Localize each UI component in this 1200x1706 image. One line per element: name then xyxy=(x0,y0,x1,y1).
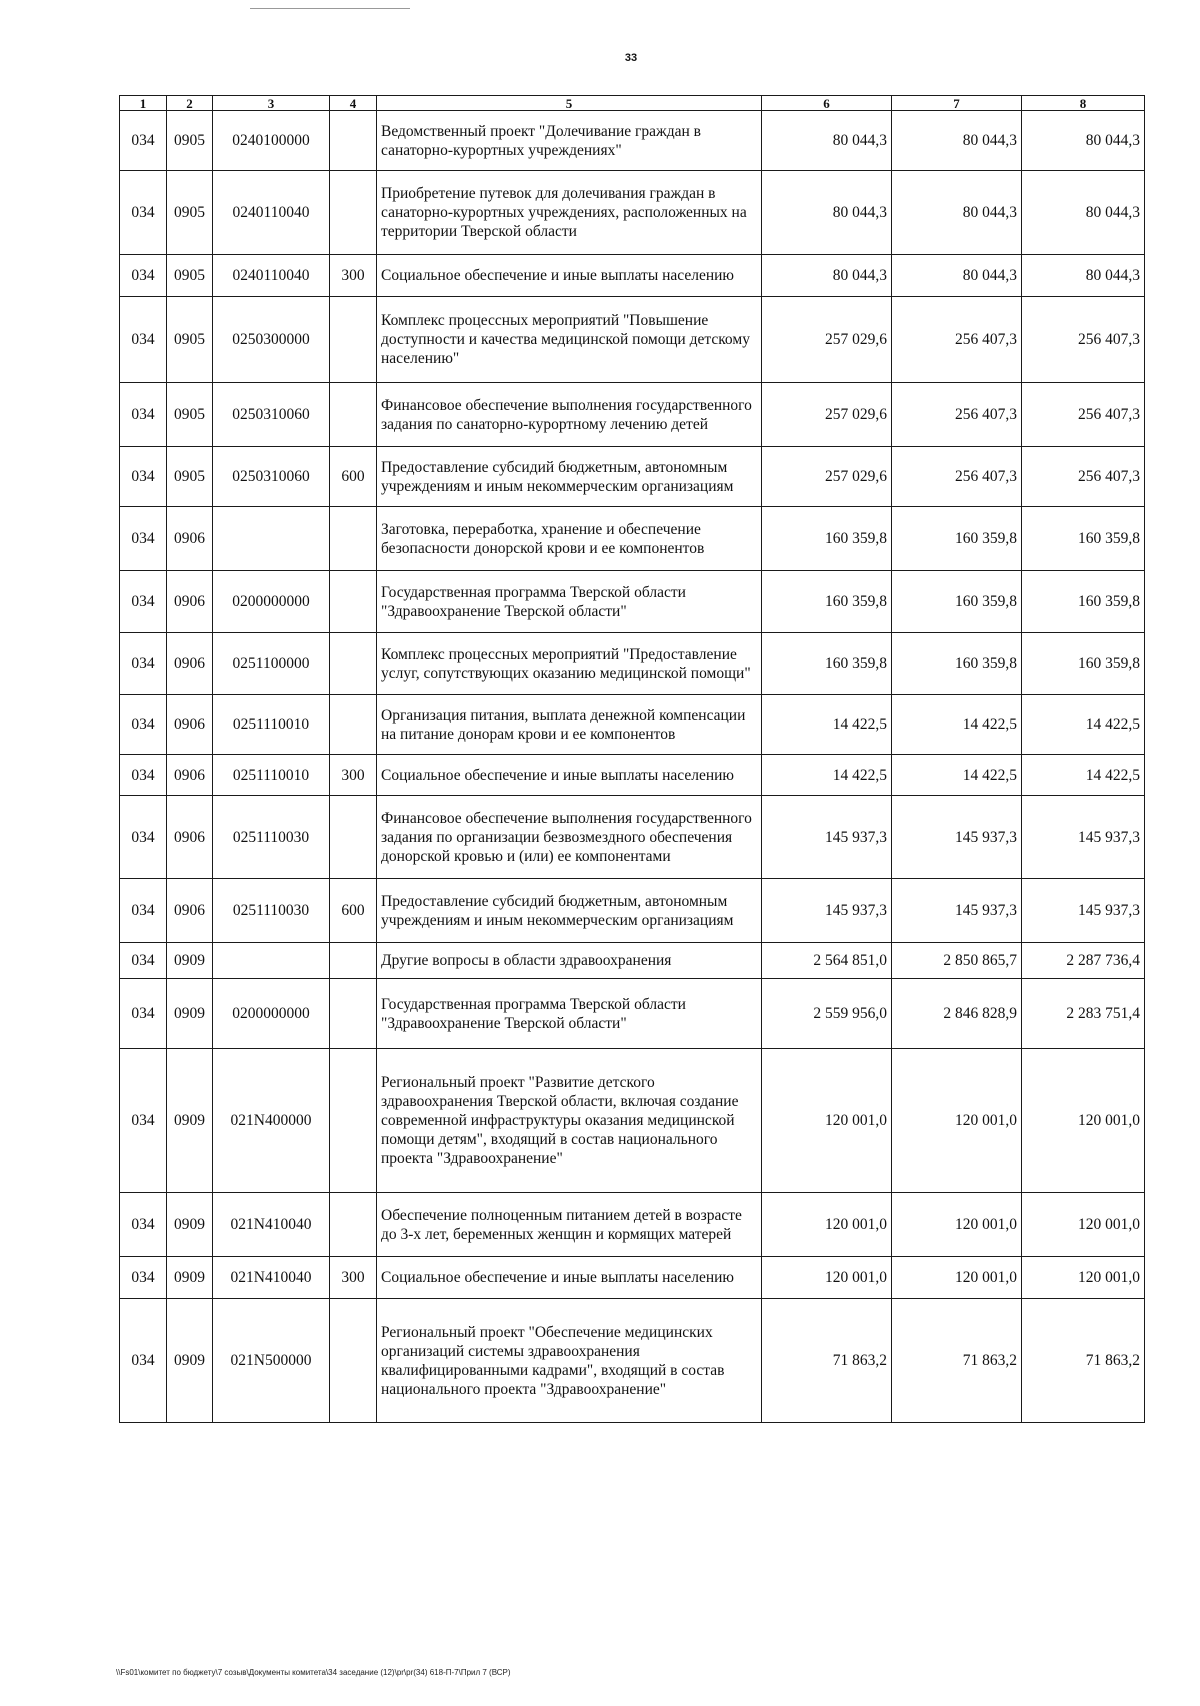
item-name-cell: Заготовка, переработка, хранение и обеспечение безопасности донорской крови и ее компонентов xyxy=(377,507,762,571)
expense-type-cell xyxy=(330,695,377,755)
amount-year1-cell: 257 029,6 xyxy=(762,297,892,383)
amount-year3-cell: 256 407,3 xyxy=(1022,297,1145,383)
section-code-cell: 0905 xyxy=(167,171,213,255)
amount-year2-cell: 80 044,3 xyxy=(892,171,1022,255)
expense-type-cell xyxy=(330,633,377,695)
section-code-cell: 0906 xyxy=(167,796,213,879)
column-number: 2 xyxy=(167,96,213,111)
amount-year3-cell: 120 001,0 xyxy=(1022,1257,1145,1299)
expense-type-cell xyxy=(330,1049,377,1193)
ministry-code-cell: 034 xyxy=(120,1299,167,1423)
amount-year3-cell: 80 044,3 xyxy=(1022,255,1145,297)
target-article-cell: 0251110010 xyxy=(213,755,330,796)
amount-year1-cell: 14 422,5 xyxy=(762,695,892,755)
table-row xyxy=(120,755,1145,796)
section-code-cell: 0909 xyxy=(167,1049,213,1193)
item-name-cell: Финансовое обеспечение выполнения государственного задания по санаторно-курортному лечению детей xyxy=(377,383,762,447)
expense-type-cell xyxy=(330,383,377,447)
section-code-cell: 0905 xyxy=(167,383,213,447)
amount-year3-cell: 14 422,5 xyxy=(1022,695,1145,755)
amount-year1-cell: 2 564 851,0 xyxy=(762,943,892,979)
section-code-cell: 0906 xyxy=(167,633,213,695)
expense-type-cell xyxy=(330,1299,377,1423)
amount-year1-cell: 80 044,3 xyxy=(762,255,892,297)
table-row xyxy=(120,695,1145,755)
item-name-cell: Предоставление субсидий бюджетным, автономным учреждениям и иным некоммерческим организациям xyxy=(377,879,762,943)
expense-type-cell: 300 xyxy=(330,255,377,297)
item-name-cell: Региональный проект "Развитие детского здравоохранения Тверской области, включая создание современной инфраструктуры оказания медицинской помощи детям", входящий в состав национального проекта "Здравоохранение" xyxy=(377,1049,762,1193)
amount-year2-cell: 2 850 865,7 xyxy=(892,943,1022,979)
item-name-cell: Приобретение путевок для долечивания граждан в санаторно-курортных учреждениях, расположенных на территории Тверской области xyxy=(377,171,762,255)
column-number: 7 xyxy=(892,96,1022,111)
column-number: 4 xyxy=(330,96,377,111)
ministry-code-cell: 034 xyxy=(120,383,167,447)
amount-year3-cell: 120 001,0 xyxy=(1022,1193,1145,1257)
table-row xyxy=(120,171,1145,255)
target-article-cell xyxy=(213,943,330,979)
amount-year1-cell: 14 422,5 xyxy=(762,755,892,796)
section-code-cell: 0905 xyxy=(167,297,213,383)
table-row xyxy=(120,255,1145,297)
table-row xyxy=(120,111,1145,171)
item-name-cell: Социальное обеспечение и иные выплаты населению xyxy=(377,755,762,796)
table-row xyxy=(120,297,1145,383)
amount-year1-cell: 257 029,6 xyxy=(762,383,892,447)
amount-year1-cell: 120 001,0 xyxy=(762,1193,892,1257)
ministry-code-cell: 034 xyxy=(120,297,167,383)
target-article-cell: 021N410040 xyxy=(213,1257,330,1299)
table-row xyxy=(120,879,1145,943)
ministry-code-cell: 034 xyxy=(120,879,167,943)
section-code-cell: 0906 xyxy=(167,507,213,571)
amount-year3-cell: 2 287 736,4 xyxy=(1022,943,1145,979)
amount-year2-cell: 160 359,8 xyxy=(892,633,1022,695)
amount-year3-cell: 256 407,3 xyxy=(1022,447,1145,507)
section-code-cell: 0909 xyxy=(167,1257,213,1299)
amount-year2-cell: 80 044,3 xyxy=(892,255,1022,297)
expense-type-cell: 600 xyxy=(330,879,377,943)
amount-year1-cell: 120 001,0 xyxy=(762,1257,892,1299)
target-article-cell: 0250310060 xyxy=(213,447,330,507)
section-code-cell: 0905 xyxy=(167,111,213,171)
table-row xyxy=(120,1193,1145,1257)
target-article-cell: 0240110040 xyxy=(213,171,330,255)
item-name-cell: Комплекс процессных мероприятий "Предоставление услуг, сопутствующих оказанию медицинской помощи" xyxy=(377,633,762,695)
table-row xyxy=(120,1049,1145,1193)
amount-year2-cell: 120 001,0 xyxy=(892,1049,1022,1193)
table-row xyxy=(120,943,1145,979)
column-number: 6 xyxy=(762,96,892,111)
amount-year2-cell: 256 407,3 xyxy=(892,297,1022,383)
target-article-cell: 021N500000 xyxy=(213,1299,330,1423)
amount-year3-cell: 145 937,3 xyxy=(1022,796,1145,879)
expense-type-cell xyxy=(330,979,377,1049)
amount-year1-cell: 160 359,8 xyxy=(762,633,892,695)
target-article-cell: 0240110040 xyxy=(213,255,330,297)
table-row xyxy=(120,633,1145,695)
ministry-code-cell: 034 xyxy=(120,1049,167,1193)
amount-year2-cell: 256 407,3 xyxy=(892,383,1022,447)
ministry-code-cell: 034 xyxy=(120,507,167,571)
ministry-code-cell: 034 xyxy=(120,571,167,633)
expense-type-cell xyxy=(330,171,377,255)
ministry-code-cell: 034 xyxy=(120,255,167,297)
amount-year1-cell: 257 029,6 xyxy=(762,447,892,507)
item-name-cell: Ведомственный проект "Долечивание граждан в санаторно-курортных учреждениях" xyxy=(377,111,762,171)
amount-year3-cell: 160 359,8 xyxy=(1022,633,1145,695)
target-article-cell: 0200000000 xyxy=(213,979,330,1049)
amount-year3-cell: 80 044,3 xyxy=(1022,111,1145,171)
amount-year1-cell: 145 937,3 xyxy=(762,796,892,879)
column-number-row xyxy=(120,96,1145,111)
amount-year1-cell: 71 863,2 xyxy=(762,1299,892,1423)
table-row xyxy=(120,1257,1145,1299)
ministry-code-cell: 034 xyxy=(120,633,167,695)
expense-type-cell: 600 xyxy=(330,447,377,507)
budget-table xyxy=(119,95,1145,1423)
column-number: 5 xyxy=(377,96,762,111)
amount-year3-cell: 2 283 751,4 xyxy=(1022,979,1145,1049)
expense-type-cell xyxy=(330,796,377,879)
ministry-code-cell: 034 xyxy=(120,111,167,171)
item-name-cell: Другие вопросы в области здравоохранения xyxy=(377,943,762,979)
target-article-cell: 0251110030 xyxy=(213,796,330,879)
item-name-cell: Обеспечение полноценным питанием детей в возрасте до 3-х лет, беременных женщин и кормящих матерей xyxy=(377,1193,762,1257)
amount-year2-cell: 160 359,8 xyxy=(892,571,1022,633)
ministry-code-cell: 034 xyxy=(120,1257,167,1299)
ministry-code-cell: 034 xyxy=(120,695,167,755)
section-code-cell: 0906 xyxy=(167,695,213,755)
amount-year1-cell: 160 359,8 xyxy=(762,571,892,633)
ministry-code-cell: 034 xyxy=(120,1193,167,1257)
column-number: 3 xyxy=(213,96,330,111)
amount-year2-cell: 145 937,3 xyxy=(892,879,1022,943)
item-name-cell: Организация питания, выплата денежной компенсации на питание донорам крови и ее компонентов xyxy=(377,695,762,755)
page-number: 33 xyxy=(624,52,638,64)
amount-year3-cell: 120 001,0 xyxy=(1022,1049,1145,1193)
ministry-code-cell: 034 xyxy=(120,796,167,879)
amount-year1-cell: 80 044,3 xyxy=(762,171,892,255)
amount-year3-cell: 145 937,3 xyxy=(1022,879,1145,943)
amount-year2-cell: 160 359,8 xyxy=(892,507,1022,571)
scan-artifact xyxy=(250,8,410,9)
section-code-cell: 0906 xyxy=(167,879,213,943)
amount-year2-cell: 120 001,0 xyxy=(892,1193,1022,1257)
section-code-cell: 0909 xyxy=(167,1193,213,1257)
expense-type-cell xyxy=(330,1193,377,1257)
amount-year2-cell: 71 863,2 xyxy=(892,1299,1022,1423)
amount-year3-cell: 160 359,8 xyxy=(1022,507,1145,571)
section-code-cell: 0905 xyxy=(167,255,213,297)
item-name-cell: Социальное обеспечение и иные выплаты населению xyxy=(377,255,762,297)
section-code-cell: 0909 xyxy=(167,979,213,1049)
table-row xyxy=(120,447,1145,507)
section-code-cell: 0909 xyxy=(167,1299,213,1423)
target-article-cell: 0251110010 xyxy=(213,695,330,755)
item-name-cell: Финансовое обеспечение выполнения государственного задания по организации безвозмездного обеспечения донорской кровью и (или) ее компонентами xyxy=(377,796,762,879)
amount-year1-cell: 80 044,3 xyxy=(762,111,892,171)
expense-type-cell xyxy=(330,507,377,571)
item-name-cell: Предоставление субсидий бюджетным, автономным учреждениям и иным некоммерческим организациям xyxy=(377,447,762,507)
column-number: 1 xyxy=(120,96,167,111)
amount-year1-cell: 160 359,8 xyxy=(762,507,892,571)
item-name-cell: Социальное обеспечение и иные выплаты населению xyxy=(377,1257,762,1299)
amount-year2-cell: 80 044,3 xyxy=(892,111,1022,171)
table-row xyxy=(120,383,1145,447)
expense-type-cell: 300 xyxy=(330,1257,377,1299)
target-article-cell: 0251110030 xyxy=(213,879,330,943)
target-article-cell: 0250300000 xyxy=(213,297,330,383)
section-code-cell: 0905 xyxy=(167,447,213,507)
section-code-cell: 0906 xyxy=(167,755,213,796)
section-code-cell: 0909 xyxy=(167,943,213,979)
item-name-cell: Комплекс процессных мероприятий "Повышение доступности и качества медицинской помощи детскому населению" xyxy=(377,297,762,383)
table-row xyxy=(120,979,1145,1049)
ministry-code-cell: 034 xyxy=(120,943,167,979)
target-article-cell: 0251100000 xyxy=(213,633,330,695)
ministry-code-cell: 034 xyxy=(120,979,167,1049)
amount-year1-cell: 120 001,0 xyxy=(762,1049,892,1193)
target-article-cell: 0200000000 xyxy=(213,571,330,633)
amount-year2-cell: 256 407,3 xyxy=(892,447,1022,507)
table-row xyxy=(120,796,1145,879)
amount-year3-cell: 14 422,5 xyxy=(1022,755,1145,796)
ministry-code-cell: 034 xyxy=(120,171,167,255)
table-row xyxy=(120,1299,1145,1423)
ministry-code-cell: 034 xyxy=(120,755,167,796)
item-name-cell: Региональный проект "Обеспечение медицинских организаций системы здравоохранения квалифицированными кадрами", входящий в состав национального проекта "Здравоохранение" xyxy=(377,1299,762,1423)
column-number: 8 xyxy=(1022,96,1145,111)
section-code-cell: 0906 xyxy=(167,571,213,633)
amount-year3-cell: 256 407,3 xyxy=(1022,383,1145,447)
amount-year2-cell: 14 422,5 xyxy=(892,695,1022,755)
expense-type-cell xyxy=(330,111,377,171)
amount-year2-cell: 120 001,0 xyxy=(892,1257,1022,1299)
amount-year3-cell: 80 044,3 xyxy=(1022,171,1145,255)
expense-type-cell xyxy=(330,297,377,383)
footer-file-path: \\Fs01\комитет по бюджету\7 созыв\Документы комитета\34 заседание (12)\pr\pr(34) 618-П-7\Прил 7 (ВСР) xyxy=(116,1668,511,1677)
target-article-cell: 0250310060 xyxy=(213,383,330,447)
amount-year3-cell: 160 359,8 xyxy=(1022,571,1145,633)
amount-year1-cell: 2 559 956,0 xyxy=(762,979,892,1049)
target-article-cell: 021N410040 xyxy=(213,1193,330,1257)
target-article-cell: 0240100000 xyxy=(213,111,330,171)
item-name-cell: Государственная программа Тверской области "Здравоохранение Тверской области" xyxy=(377,571,762,633)
ministry-code-cell: 034 xyxy=(120,447,167,507)
expense-type-cell xyxy=(330,571,377,633)
target-article-cell: 021N400000 xyxy=(213,1049,330,1193)
table-row xyxy=(120,507,1145,571)
expense-type-cell xyxy=(330,943,377,979)
amount-year2-cell: 145 937,3 xyxy=(892,796,1022,879)
expense-type-cell: 300 xyxy=(330,755,377,796)
amount-year3-cell: 71 863,2 xyxy=(1022,1299,1145,1423)
amount-year2-cell: 14 422,5 xyxy=(892,755,1022,796)
amount-year1-cell: 145 937,3 xyxy=(762,879,892,943)
item-name-cell: Государственная программа Тверской области "Здравоохранение Тверской области" xyxy=(377,979,762,1049)
target-article-cell xyxy=(213,507,330,571)
amount-year2-cell: 2 846 828,9 xyxy=(892,979,1022,1049)
table-row xyxy=(120,571,1145,633)
